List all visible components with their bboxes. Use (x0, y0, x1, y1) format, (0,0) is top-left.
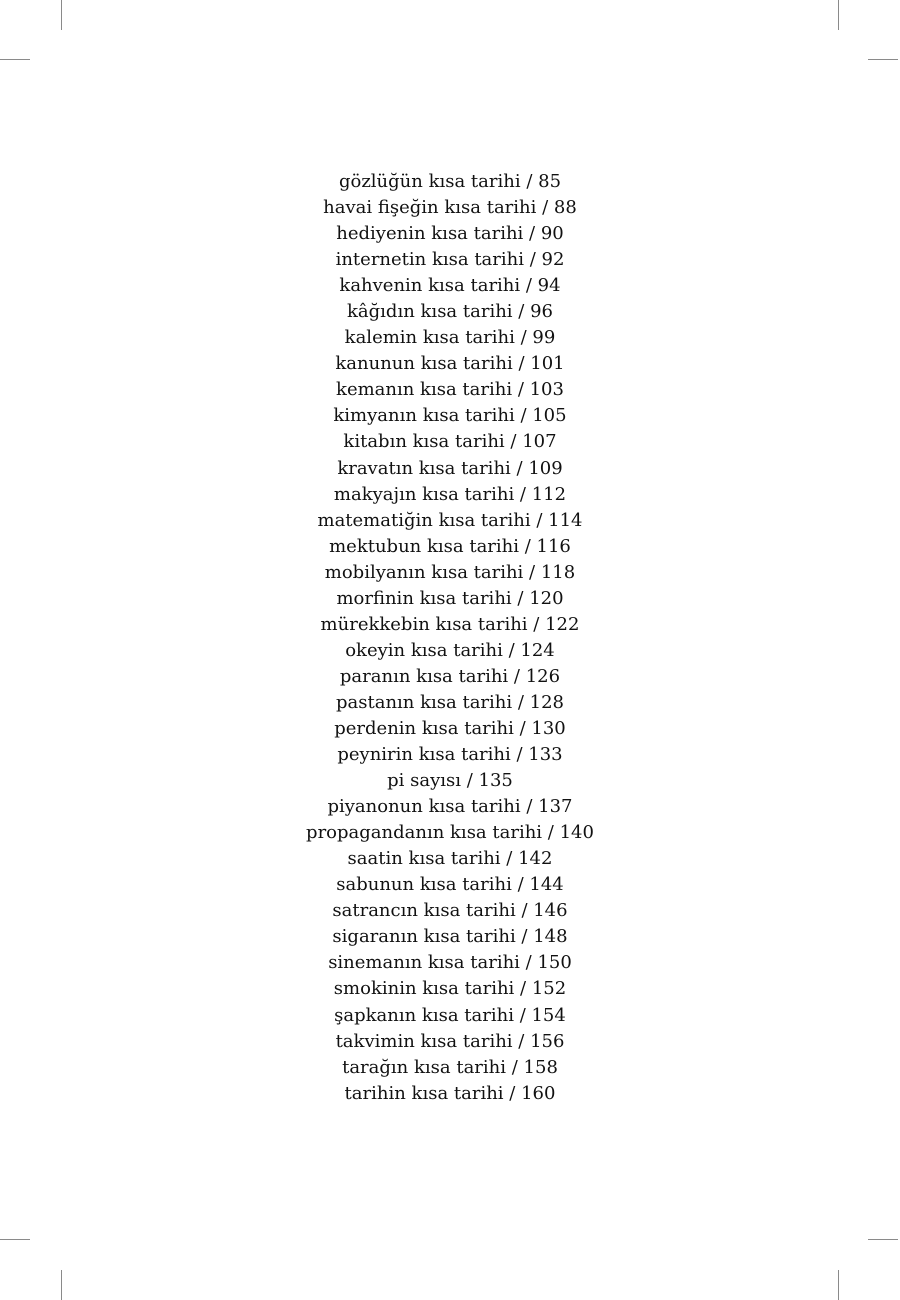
crop-mark-left-top (0, 59, 30, 60)
toc-entry-title: satrancın kısa tarihi (332, 900, 516, 922)
toc-entry: tarağın kısa tarihi / 158 (342, 1056, 558, 1078)
toc-entry-title: havai fişeğin kısa tarihi (323, 197, 537, 219)
toc-entry: gözlüğün kısa tarihi / 85 (338, 171, 562, 192)
toc-entry-title: mobilyanın kısa tarihi (324, 561, 524, 583)
toc-entry: kitabın kısa tarihi / 107 (343, 431, 557, 453)
toc-entry-page: 101 (530, 353, 565, 375)
toc-entry: sigaranın kısa tarihi / 148 (332, 926, 568, 948)
toc-entry-title: tarağın kısa tarihi (342, 1056, 507, 1078)
toc-entry-title: kemanın kısa tarihi (336, 379, 513, 401)
toc-entry: satrancın kısa tarihi / 146 (332, 900, 568, 922)
toc-entry: mürekkebin kısa tarihi / 122 (320, 613, 580, 635)
toc-entry-page: 150 (537, 952, 572, 974)
toc-entry-title: hediyenin kısa tarihi (336, 223, 524, 245)
toc-entry-title: kâğıdın kısa tarihi (347, 301, 513, 323)
toc-entry-page: 133 (528, 744, 563, 766)
toc-entry: tarihin kısa tarihi / 160 (344, 1082, 556, 1104)
toc-entry: smokinin kısa tarihi / 152 (333, 978, 567, 1000)
toc-entry-title: mürekkebin kısa tarihi (320, 613, 528, 635)
toc-entry-title: tarihin kısa tarihi (344, 1082, 504, 1104)
toc-entry-title: piyanonun kısa tarihi (327, 796, 521, 818)
crop-mark-top-left (61, 0, 62, 30)
toc-entry-title: okeyin kısa tarihi (345, 639, 503, 661)
crop-mark-bottom-right (838, 1270, 839, 1300)
toc-entry: mektubun kısa tarihi / 116 (329, 535, 571, 557)
toc-entry: piyanonun kısa tarihi / 137 (327, 796, 573, 818)
toc-entry-title: kitabın kısa tarihi (343, 431, 505, 453)
toc-entry-page: 154 (531, 1004, 566, 1026)
toc-entry-title: kalemin kısa tarihi (344, 327, 515, 349)
toc-entry-page: 90 (540, 223, 564, 245)
toc-entry: kanunun kısa tarihi / 101 (335, 353, 565, 375)
toc-entry-page: 103 (529, 379, 564, 401)
toc-entry-title: internetin kısa tarihi (335, 249, 524, 271)
toc-entry: kâğıdın kısa tarihi / 96 (347, 301, 553, 323)
toc-entry: kimyanın kısa tarihi / 105 (333, 405, 567, 427)
toc-entry: takvimin kısa tarihi / 156 (335, 1030, 565, 1052)
toc-entry: kahvenin kısa tarihi / 94 (339, 275, 561, 297)
toc-entry-title: saatin kısa tarihi (347, 848, 501, 870)
toc-entry-title: kahvenin kısa tarihi (339, 275, 521, 297)
toc-entry-page: 148 (533, 926, 568, 948)
toc-entry: kravatın kısa tarihi / 109 (337, 457, 563, 479)
toc-entry: hediyenin kısa tarihi / 90 (336, 223, 564, 245)
toc-entry-page: 130 (531, 717, 566, 739)
toc-entry-title: peynirin kısa tarihi (337, 744, 511, 766)
toc-entry: morfinin kısa tarihi / 120 (336, 587, 564, 609)
crop-mark-bottom-left (61, 1270, 62, 1300)
toc-entry-page: 135 (478, 770, 513, 792)
toc-entry: mobilyanın kısa tarihi / 118 (324, 561, 576, 583)
toc-entry-title: matematiğin kısa tarihi (317, 509, 531, 531)
crop-mark-left-bottom (0, 1239, 30, 1240)
toc-entry-page: 158 (523, 1056, 558, 1078)
toc-entry: propagandanın kısa tarihi / 140 (306, 822, 594, 844)
toc-entry-page: 107 (522, 431, 557, 453)
toc-entry: kemanın kısa tarihi / 103 (336, 379, 564, 401)
toc-entry: perdenin kısa tarihi / 130 (334, 717, 566, 739)
toc-entry-title: kimyanın kısa tarihi (333, 405, 515, 427)
table-of-contents (0, 169, 900, 1107)
toc-entry-page: 144 (529, 874, 564, 896)
toc-entry: saatin kısa tarihi / 142 (347, 848, 553, 870)
toc-entry-page: 160 (521, 1082, 556, 1104)
toc-entry-page: 156 (530, 1030, 565, 1052)
toc-entry-title: pastanın kısa tarihi (335, 691, 513, 713)
toc-entry-title: perdenin kısa tarihi (334, 717, 514, 739)
toc-entry-page: 140 (559, 822, 594, 844)
toc-entry: makyajın kısa tarihi / 112 (333, 483, 567, 505)
toc-entry-title: sabunun kısa tarihi (336, 874, 512, 896)
toc-entry-page: 152 (531, 978, 567, 1000)
toc-entry-page: 146 (533, 900, 568, 922)
toc-entry-title: takvimin kısa tarihi (335, 1030, 513, 1052)
toc-entry-page: 118 (540, 561, 576, 583)
toc-entry-page: 124 (520, 639, 555, 661)
toc-entry-page: 116 (536, 535, 571, 557)
toc-entry-title: paranın kısa tarihi (339, 665, 509, 687)
crop-mark-right-bottom (868, 1239, 898, 1240)
toc-entry-title: pi sayısı (387, 770, 461, 792)
toc-entry: pastanın kısa tarihi / 128 (335, 691, 565, 713)
toc-entry-title: smokinin kısa tarihi (333, 978, 515, 1000)
toc-entry-page: 99 (532, 327, 556, 349)
toc-entry-page: 142 (518, 848, 553, 870)
toc-entry-page: 122 (545, 613, 580, 635)
toc-entry-title: gözlüğün kısa tarihi (338, 171, 521, 192)
toc-entry: peynirin kısa tarihi / 133 (337, 744, 563, 766)
toc-entry: paranın kısa tarihi / 126 (339, 665, 561, 687)
toc-entry-page: 112 (531, 483, 567, 505)
toc-entry-page: 94 (537, 275, 561, 297)
toc-entry: kalemin kısa tarihi / 99 (344, 327, 556, 349)
toc-entry-title: mektubun kısa tarihi (329, 535, 520, 557)
toc-entry-title: makyajın kısa tarihi (333, 483, 515, 505)
toc-entry-page: 88 (553, 197, 577, 219)
toc-entry-title: şapkanın kısa tarihi (334, 1004, 514, 1026)
toc-entry-page: 137 (538, 796, 573, 818)
toc-entry-title: kravatın kısa tarihi (337, 457, 511, 479)
toc-entry-page: 109 (528, 457, 563, 479)
crop-mark-right-top (868, 59, 898, 60)
toc-entry: okeyin kısa tarihi / 124 (345, 639, 555, 661)
toc-entry-title: morfinin kısa tarihi (336, 587, 512, 609)
toc-entry: sabunun kısa tarihi / 144 (336, 874, 564, 896)
toc-entry-title: propagandanın kısa tarihi (306, 822, 543, 844)
toc-entry-page: 128 (529, 691, 565, 713)
toc-entry-title: sigaranın kısa tarihi (332, 926, 516, 948)
toc-entry: şapkanın kısa tarihi / 154 (334, 1004, 566, 1026)
toc-entry-page: 96 (530, 301, 553, 323)
toc-entry-page: 92 (541, 249, 565, 271)
toc-entry: sinemanın kısa tarihi / 150 (328, 952, 572, 974)
toc-entry: havai fişeğin kısa tarihi / 88 (323, 197, 577, 219)
toc-entry-page: 114 (548, 509, 583, 531)
toc-entry-page: 105 (532, 405, 567, 427)
toc-entry-page: 120 (529, 587, 564, 609)
toc-entry-page: 85 (538, 171, 562, 192)
toc-entry-title: kanunun kısa tarihi (335, 353, 513, 375)
toc-entry-title: sinemanın kısa tarihi (328, 952, 520, 974)
toc-entry: pi sayısı / 135 (387, 770, 513, 792)
toc-entry-page: 126 (525, 665, 561, 687)
toc-entry: matematiğin kısa tarihi / 114 (317, 509, 583, 531)
crop-mark-top-right (838, 0, 839, 30)
toc-entry: internetin kısa tarihi / 92 (335, 249, 565, 271)
